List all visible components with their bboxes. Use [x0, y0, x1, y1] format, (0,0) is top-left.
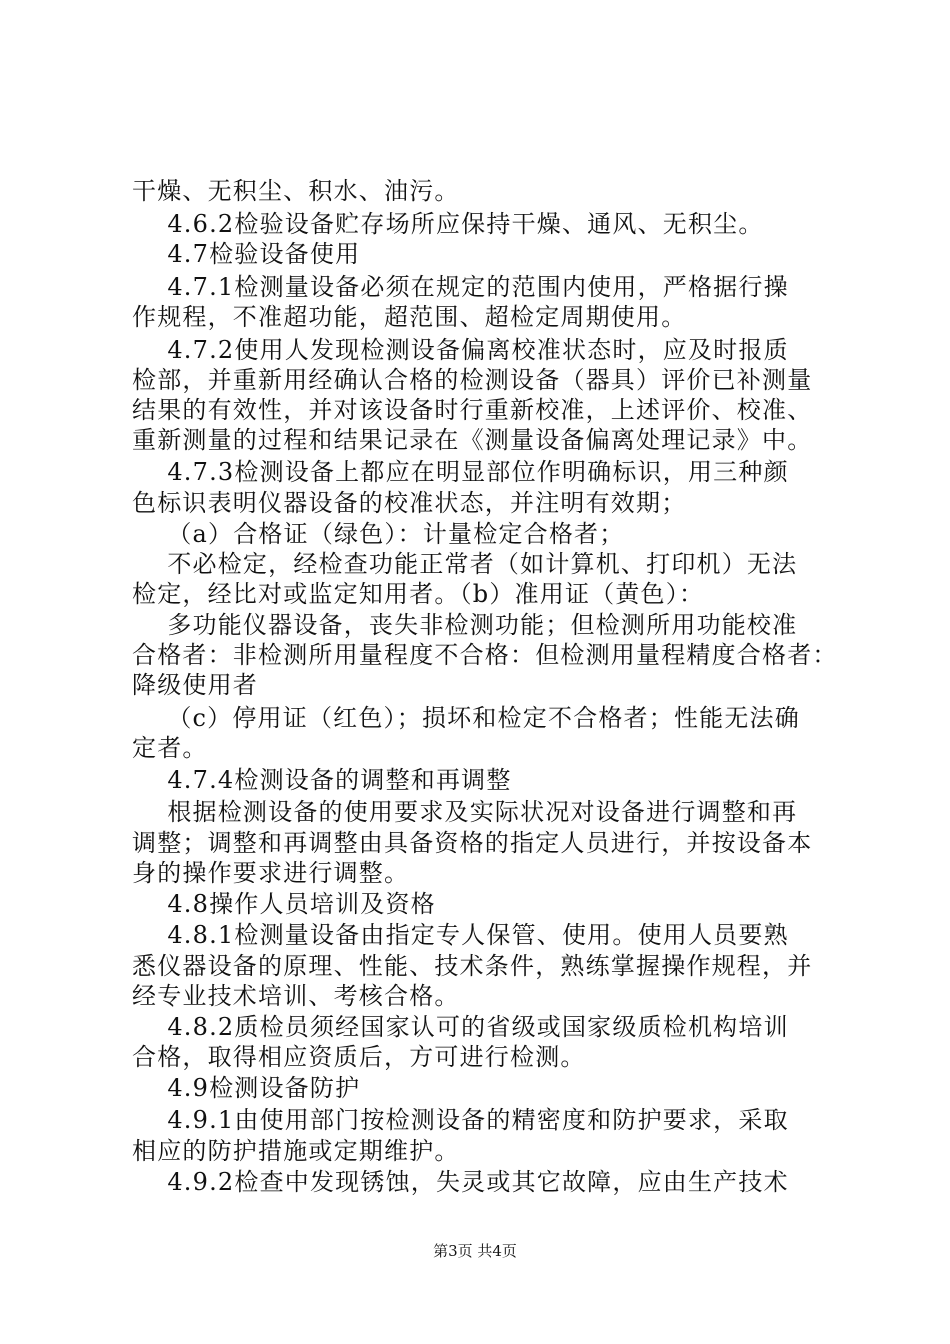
text-line: 色标识表明仪器设备的校准状态，并注明有效期；	[132, 489, 687, 517]
text-line: 身的操作要求进行调整。	[132, 859, 410, 887]
text-line: 合格，取得相应资质后，方可进行检测。	[132, 1043, 586, 1071]
text-line: 4.6.2检验设备贮存场所应保持干燥、通风、无积尘。	[132, 210, 764, 238]
text-line: 检部，并重新用经确认合格的检测设备（器具）评价已补测量	[132, 366, 813, 394]
text-line: （a）合格证（绿色）：计量检定合格者；	[132, 520, 625, 548]
text-line: 4.8操作人员培训及资格	[132, 890, 436, 918]
text-line: 4.9.1由使用部门按检测设备的精密度和防护要求，采取	[132, 1106, 789, 1134]
text-line: 检定，经比对或监定知用者。（b）准用证（黄色）：	[132, 580, 705, 608]
text-line: 干燥、无积尘、积水、油污。	[132, 177, 460, 205]
text-line: 调整；调整和再调整由具备资格的指定人员进行，并按设备本	[132, 829, 813, 857]
text-line: 重新测量的过程和结果记录在《测量设备偏离处理记录》中。	[132, 426, 813, 454]
text-line: 4.7.1检测量设备必须在规定的范围内使用，严格据行操	[132, 273, 789, 301]
text-line: 4.7检验设备使用	[132, 240, 361, 268]
text-line: 4.9.2检查中发现锈蚀，失灵或其它故障，应由生产技术	[132, 1168, 789, 1196]
text-line: 4.7.3检测设备上都应在明显部位作明确标识，用三种颜	[132, 458, 789, 486]
text-line: 合格者：非检测所用量程度不合格：但检测用量程精度合格者：	[132, 641, 838, 669]
text-line: 相应的防护措施或定期维护。	[132, 1137, 460, 1165]
text-line: 降级使用者	[132, 671, 258, 699]
text-line: 4.8.1检测量设备由指定专人保管、使用。使用人员要熟	[132, 921, 789, 949]
text-line: 悉仪器设备的原理、性能、技术条件，熟练掌握操作规程，并	[132, 952, 813, 980]
text-line: （c）停用证（红色）；损坏和检定不合格者；性能无法确	[132, 704, 800, 732]
text-line: 不必检定，经检查功能正常者（如计算机、打印机）无法	[132, 550, 798, 578]
text-line: 作规程，不准超功能，超范围、超检定周期使用。	[132, 303, 687, 331]
page-footer: 第3页 共4页	[433, 1242, 517, 1260]
text-line: 经专业技术培训、考核合格。	[132, 982, 460, 1010]
text-line: 定者。	[132, 734, 208, 762]
text-line: 多功能仪器设备，丧失非检测功能；但检测所用功能校准	[132, 611, 798, 639]
text-line: 4.7.2使用人发现检测设备偏离校准状态时，应及时报质	[132, 336, 789, 364]
text-line: 根据检测设备的使用要求及实际状况对设备进行调整和再	[132, 798, 798, 826]
text-line: 结果的有效性，并对该设备时行重新校准，上述评价、校准、	[132, 396, 813, 424]
text-line: 4.7.4检测设备的调整和再调整	[132, 766, 512, 794]
text-line: 4.8.2质检员须经国家认可的省级或国家级质检机构培训	[132, 1013, 789, 1041]
text-line: 4.9检测设备防护	[132, 1074, 361, 1102]
